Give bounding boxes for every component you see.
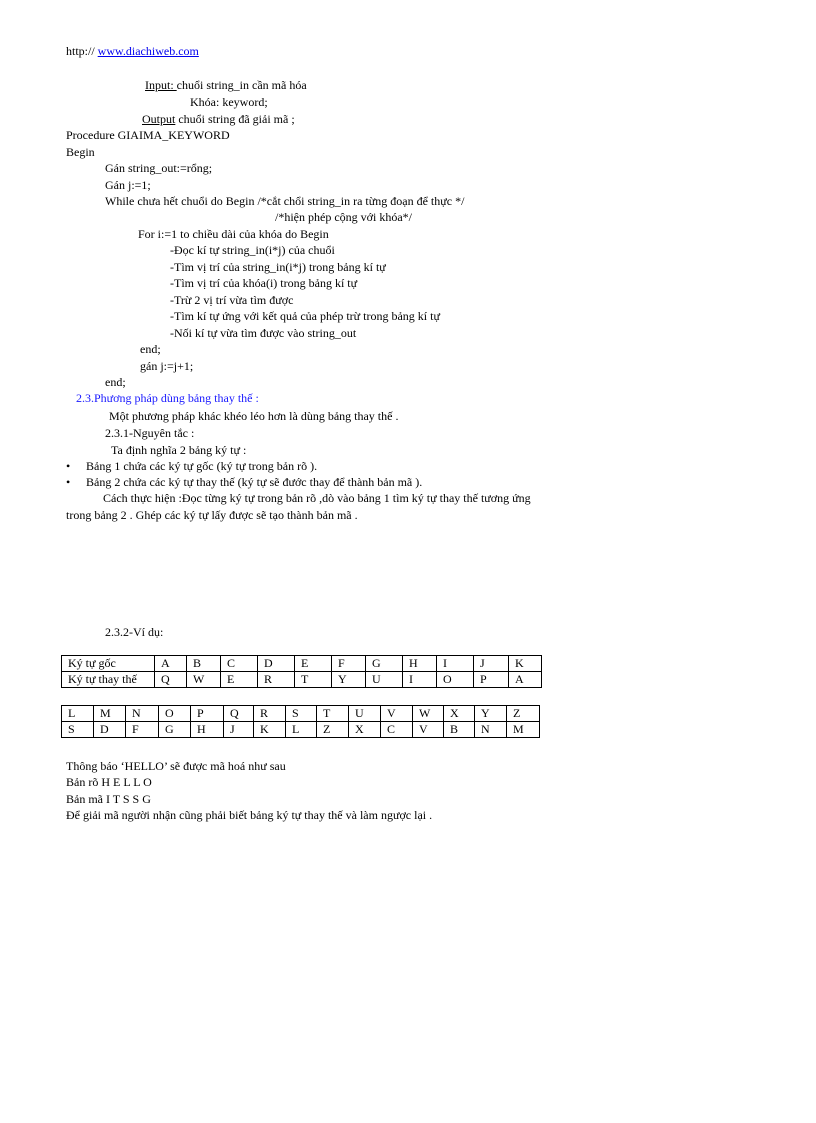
input-line: [145, 78, 307, 92]
table-row: [62, 706, 540, 722]
table-cell: M: [507, 722, 540, 738]
section-heading: 2.3.Phương pháp dùng bảng thay thế :: [76, 391, 259, 405]
code-line: end;: [140, 342, 161, 356]
table-cell: F: [332, 656, 366, 672]
table-cell: H: [191, 722, 224, 738]
table-cell: Q: [224, 706, 254, 722]
table-cell: C: [221, 656, 258, 672]
code-line: -Trừ 2 vị trí vừa tìm được: [170, 293, 294, 307]
bullet-item: Bảng 2 chứa các ký tự thay thế (ký tự sẽ đước thay để thành bản mã ).: [86, 475, 423, 489]
table-cell: X: [349, 722, 381, 738]
table-cell: W: [187, 672, 221, 688]
table-cell: L: [286, 722, 317, 738]
table-cell: K: [254, 722, 286, 738]
table-cell: X: [444, 706, 475, 722]
input-label: Input:: [145, 78, 177, 92]
table-cell: D: [258, 656, 295, 672]
table-cell: J: [474, 656, 509, 672]
begin-keyword: Begin: [66, 145, 95, 159]
table-header-cell: Ký tự thay thế: [62, 672, 155, 688]
table-cell: E: [221, 672, 258, 688]
table-cell: Y: [475, 706, 507, 722]
code-line: Gán j:=1;: [105, 178, 151, 192]
table-cell: N: [126, 706, 159, 722]
method-line: trong bảng 2 . Ghép các ký tự lấy được sẽ tạo thành bản mã .: [66, 508, 358, 522]
method-line: Cách thực hiện :Đọc từng ký tự trong bản rõ ,dò vào bảng 1 tìm ký tự thay thế tương ứng: [103, 491, 531, 505]
table-cell: G: [366, 656, 403, 672]
table-cell: P: [474, 672, 509, 688]
table-cell: B: [444, 722, 475, 738]
table-cell: V: [413, 722, 444, 738]
table-cell: Q: [155, 672, 187, 688]
table-cell: W: [413, 706, 444, 722]
table-cell: K: [509, 656, 542, 672]
output-label: Output: [142, 112, 176, 126]
table-cell: C: [381, 722, 413, 738]
table-cell: D: [94, 722, 126, 738]
substitution-table-l-z: [61, 705, 540, 738]
table-cell: T: [295, 672, 332, 688]
output-line: [142, 112, 295, 126]
table-cell: M: [94, 706, 126, 722]
table-row: [62, 672, 542, 688]
table-cell: H: [403, 656, 437, 672]
code-line: For i:=1 to chiều dài của khóa do Begin: [138, 227, 329, 241]
table-cell: S: [62, 722, 94, 738]
example-line: Thông báo ‘HELLO’ sẽ được mã hoá như sau: [66, 759, 286, 773]
input-text: chuổi string_in cần mã hóa: [176, 78, 307, 92]
table-cell: Z: [507, 706, 540, 722]
table-cell: T: [317, 706, 349, 722]
plaintext-line: Bản rõ H E L L O: [66, 775, 152, 789]
bullet-icon: [66, 475, 76, 489]
table-cell: I: [437, 656, 474, 672]
table-cell: A: [509, 672, 542, 688]
table-cell: S: [286, 706, 317, 722]
output-text: chuổi string đã giải mã ;: [175, 112, 295, 126]
key-line: Khóa: keyword;: [190, 95, 268, 109]
table-cell: E: [295, 656, 332, 672]
code-line: /*hiện phép cộng với khóa*/: [275, 210, 412, 224]
website-link[interactable]: www.diachiweb.com: [97, 44, 199, 58]
table-cell: L: [62, 706, 94, 722]
table-cell: U: [349, 706, 381, 722]
code-line: Gán string_out:=rổng;: [105, 161, 213, 175]
table-cell: O: [159, 706, 191, 722]
table-cell: O: [437, 672, 474, 688]
code-line: -Đọc kí tự string_in(i*j) của chuổi: [170, 243, 335, 257]
table-cell: Y: [332, 672, 366, 688]
substitution-table-a-k: [61, 655, 542, 688]
code-line: -Tìm vị trí của khóa(i) trong bảng kí tự: [170, 276, 358, 290]
table-cell: R: [254, 706, 286, 722]
table-row: [62, 722, 540, 738]
code-line: -Tìm vị trí của string_in(i*j) trong bảng kí tự: [170, 260, 386, 274]
table-cell: V: [381, 706, 413, 722]
bullet-item: Bảng 1 chứa các ký tự gốc (ký tự trong bản rõ ).: [86, 459, 318, 473]
table-cell: U: [366, 672, 403, 688]
table-row: [62, 656, 542, 672]
code-line: end;: [105, 375, 126, 389]
code-line: gán j:=j+1;: [140, 359, 194, 373]
define-line: Ta định nghĩa 2 bảng ký tự :: [111, 443, 247, 457]
code-line: -Tìm kí tự ứng với kết quả của phép trừ trong bảng kí tự: [170, 309, 440, 323]
table-cell: G: [159, 722, 191, 738]
table-cell: F: [126, 722, 159, 738]
table-cell: N: [475, 722, 507, 738]
procedure-name: Procedure GIAIMA_KEYWORD: [66, 128, 230, 142]
code-line: While chưa hết chuổi do Begin /*cắt chổi string_in ra từng đoạn để thực */: [105, 194, 465, 208]
decrypt-note: Để giải mã người nhận cũng phải biết bảng ký tự thay thế và làm ngược lại .: [66, 808, 433, 822]
subsection-principle: 2.3.1-Nguyên tắc :: [105, 426, 195, 440]
table-cell: J: [224, 722, 254, 738]
ciphertext-line: Bản mã I T S S G: [66, 792, 151, 806]
table-cell: Z: [317, 722, 349, 738]
table-cell: R: [258, 672, 295, 688]
bullet-icon: [66, 459, 76, 473]
subsection-example: 2.3.2-Ví dụ:: [105, 625, 164, 639]
table-header-cell: Ký tự gốc: [62, 656, 155, 672]
page-header: [66, 44, 199, 58]
table-cell: A: [155, 656, 187, 672]
table-cell: I: [403, 672, 437, 688]
table-cell: B: [187, 656, 221, 672]
url-prefix: http://: [66, 44, 98, 58]
section-intro: Một phương pháp khác khéo léo hơn là dùng bảng thay thế .: [109, 409, 399, 423]
table-cell: P: [191, 706, 224, 722]
code-line: -Nối kí tự vừa tìm được vào string_out: [170, 326, 357, 340]
